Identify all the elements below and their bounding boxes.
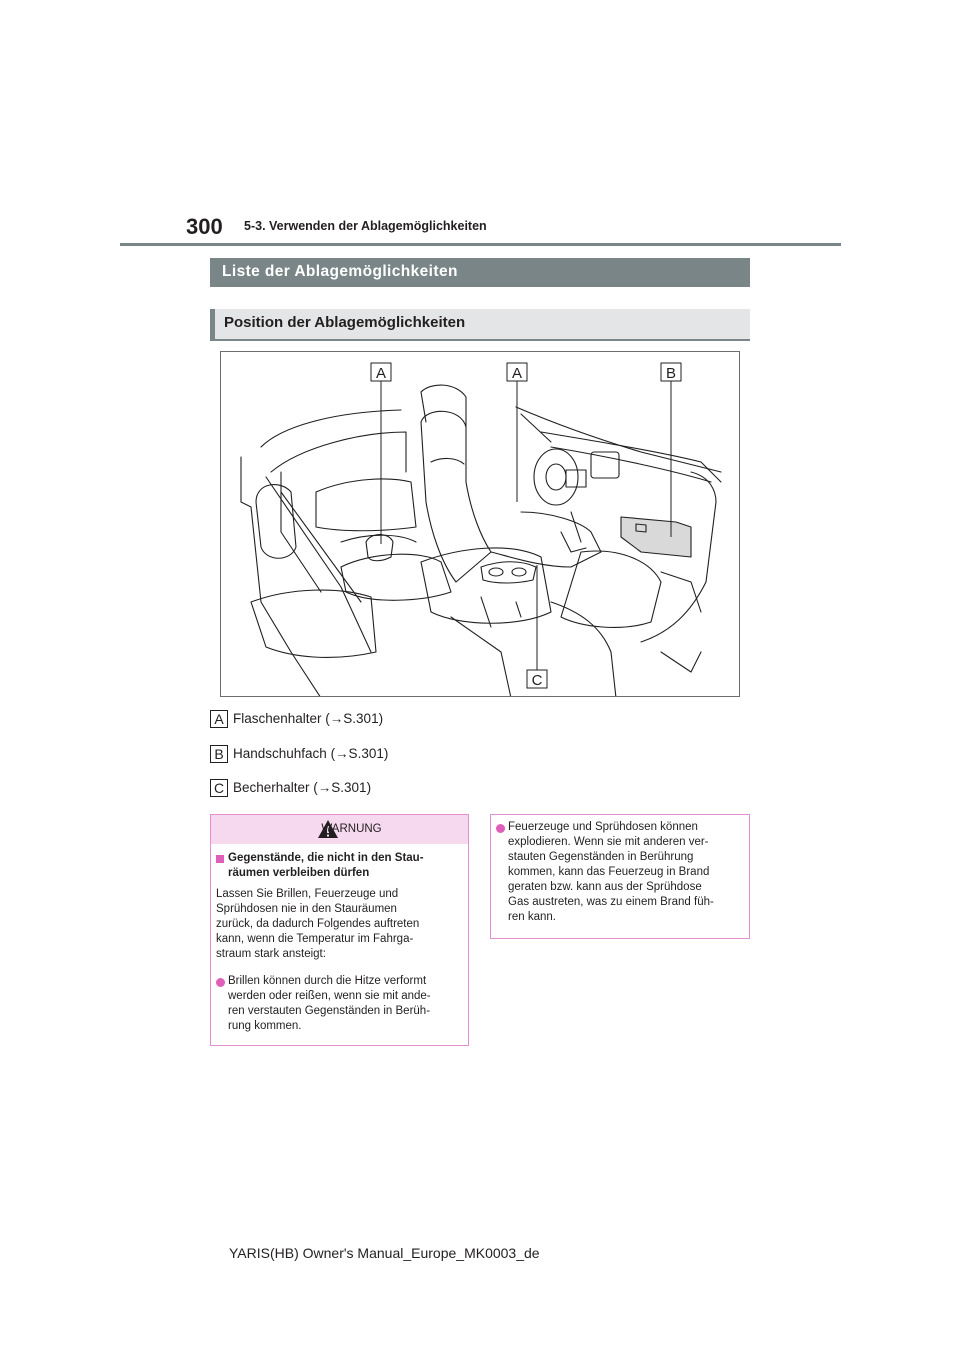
warning-subheading-line-2: räumen verbleiben dürfen bbox=[228, 867, 370, 879]
legend-key-a: A bbox=[210, 710, 228, 728]
warning-bullet-1-marker bbox=[216, 978, 225, 987]
legend-key-c: C bbox=[210, 779, 228, 797]
legend-text-b: Handschuhfach (→S.301) bbox=[233, 746, 389, 761]
warning-bullet-2-line: kommen, kann das Feuerzeug in Brand bbox=[508, 866, 710, 878]
warning-subheading-marker bbox=[216, 855, 224, 863]
warning-bullet-1-line: Brillen können durch die Hitze verformt bbox=[228, 975, 427, 987]
sub-heading-accent bbox=[210, 309, 215, 341]
warning-body-line: straum stark ansteigt: bbox=[216, 948, 326, 960]
callout-a-1-label: A bbox=[375, 365, 387, 382]
callout-b-label: B bbox=[665, 365, 677, 382]
warning-bullet-2-line: geraten bzw. kann aus der Sprühdose bbox=[508, 881, 702, 893]
main-heading: Liste der Ablagemöglichkeiten bbox=[222, 263, 458, 280]
callout-a-1 bbox=[371, 363, 391, 382]
main-heading-bar bbox=[210, 258, 750, 287]
warning-bullet-1-line: rung kommen. bbox=[228, 1020, 302, 1032]
sub-heading: Position der Ablagemöglichkeiten bbox=[224, 314, 466, 331]
page-number: 300 bbox=[186, 214, 223, 239]
warning-subheading-line-1: Gegenstände, die nicht in den Stau- bbox=[228, 852, 424, 864]
warning-bullet-2-line: Feuerzeuge und Sprühdosen können bbox=[508, 821, 698, 833]
footer-manual-id: YARIS(HB) Owner's Manual_Europe_MK0003_de bbox=[229, 1245, 540, 1261]
warning-body-line: Lassen Sie Brillen, Feuerzeuge und bbox=[216, 888, 399, 900]
warning-box bbox=[210, 814, 469, 1046]
warning-bullet-2-line: ren kann. bbox=[508, 911, 556, 923]
sub-heading-bar bbox=[210, 309, 750, 341]
warning-bullet-2-marker bbox=[496, 824, 505, 833]
warning-title: WARNUNG bbox=[321, 823, 382, 835]
warning-bullet-2-line: stauten Gegenständen in Berührung bbox=[508, 851, 694, 863]
warning-bullet-1-line: werden oder reißen, wenn sie mit ande- bbox=[228, 990, 431, 1002]
callout-a-2 bbox=[507, 363, 527, 382]
legend-key-b: B bbox=[210, 745, 228, 763]
warning-bullet-2-line: Gas austreten, was zu einem Brand füh- bbox=[508, 896, 714, 908]
callout-c bbox=[527, 670, 547, 689]
warning-header bbox=[211, 815, 468, 844]
callout-c-label: C bbox=[531, 672, 543, 689]
warning-body-line: kann, wenn die Temperatur im Fahrga- bbox=[216, 933, 414, 945]
legend-text-a: Flaschenhalter (→S.301) bbox=[233, 711, 384, 726]
warning-bullet-2-line: explodieren. Wenn sie mit anderen ver- bbox=[508, 836, 709, 848]
interior-illustration bbox=[220, 351, 740, 697]
header-rule bbox=[120, 243, 841, 246]
warning-body-line: zurück, da dadurch Folgendes auftreten bbox=[216, 918, 420, 930]
section-title: 5-3. Verwenden der Ablagemöglichkeiten bbox=[244, 219, 487, 233]
warning-bullet-1-line: ren verstauten Gegenständen in Berüh- bbox=[228, 1005, 431, 1017]
callout-a-2-label: A bbox=[511, 365, 523, 382]
warning-box-continued bbox=[490, 814, 750, 939]
interior-line-drawing bbox=[221, 352, 740, 697]
legend-text-c: Becherhalter (→S.301) bbox=[233, 780, 372, 795]
warning-body-line: Sprühdosen nie in den Stauräumen bbox=[216, 903, 397, 915]
callout-b bbox=[661, 363, 681, 382]
